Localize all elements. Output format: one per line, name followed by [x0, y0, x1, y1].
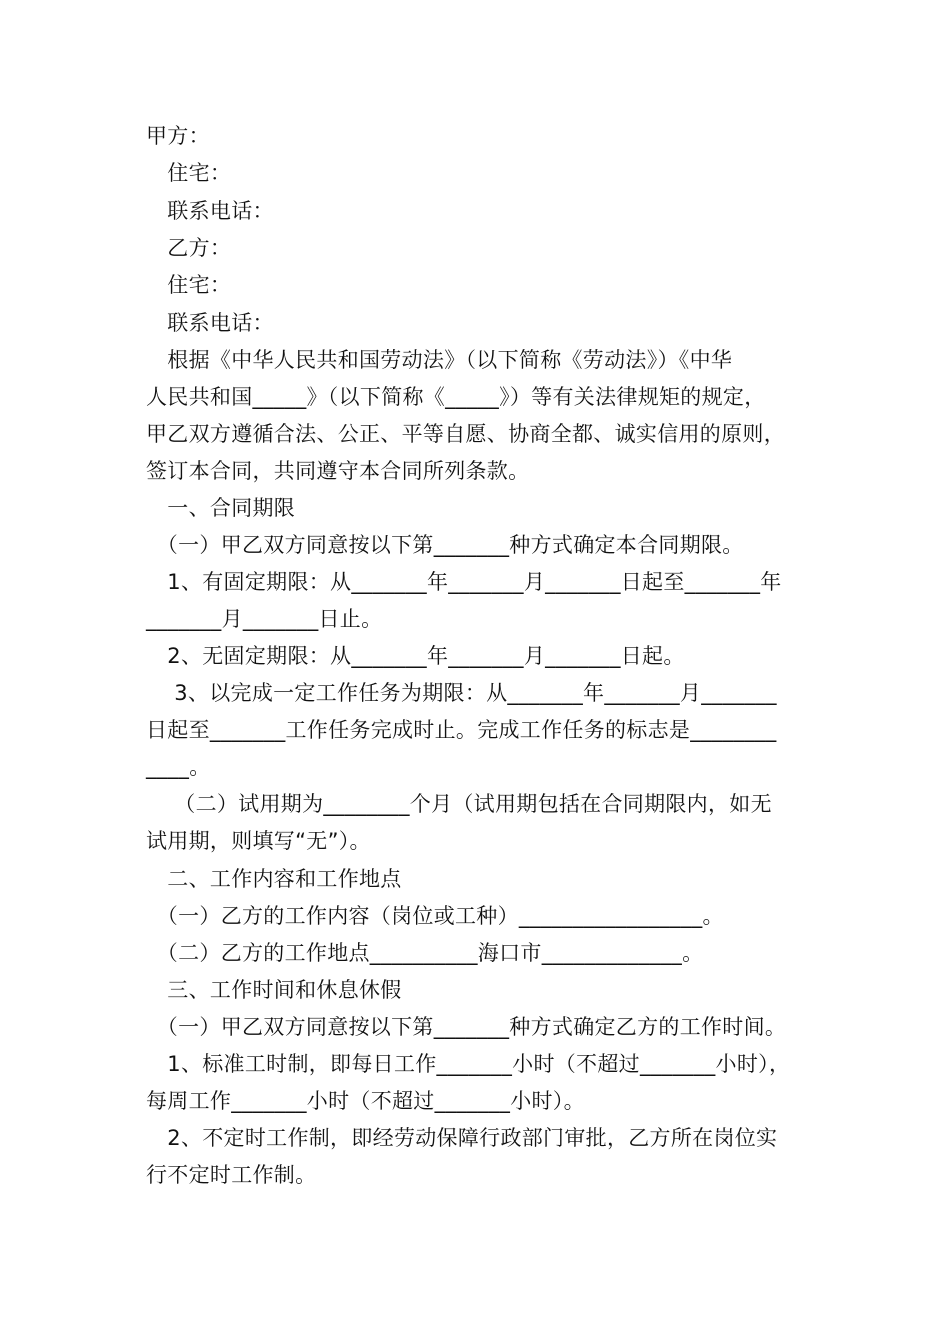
- clause-line: 试用期，则填写“无”）。: [146, 829, 371, 853]
- clause-line: 日起至_______工作任务完成时止。完成工作任务的标志是________: [146, 718, 777, 742]
- clause-line: （一）乙方的工作内容（岗位或工种）_________________。: [146, 904, 724, 928]
- section-heading: 二、工作内容和工作地点: [146, 867, 402, 891]
- preamble-line: 签订本合同，共同遵守本合同所列条款。: [146, 459, 530, 483]
- clause-line: 1、标准工时制，即每日工作_______小时（不超过_______小时），: [146, 1052, 791, 1076]
- clause-line: 2、不定时工作制，即经劳动保障行政部门审批，乙方所在岗位实: [146, 1126, 778, 1150]
- clause-line: （二）试用期为________个月（试用期包括在合同期限内，如无: [146, 792, 772, 816]
- section-heading: 三、工作时间和休息休假: [146, 978, 402, 1002]
- preamble-line: 根据《中华人民共和国劳动法》（以下简称《劳动法》）《中华: [146, 348, 733, 372]
- section-heading: 一、合同期限: [146, 496, 296, 520]
- party-a-label: 甲方：: [146, 124, 210, 148]
- party-b-label: 乙方：: [146, 236, 232, 260]
- clause-line: （一）甲乙双方同意按以下第_______种方式确定本合同期限。: [146, 533, 744, 557]
- clause-line: 行不定时工作制。: [146, 1163, 317, 1187]
- party-b-phone: 联系电话：: [146, 311, 274, 335]
- clause-line: ____。: [146, 755, 211, 779]
- preamble-line: 甲乙双方遵循合法、公正、平等自愿、协商全都、诚实信用的原则，: [146, 422, 785, 446]
- clause-line: 3、以完成一定工作任务为期限：从_______年_______月_______: [146, 681, 777, 705]
- clause-line: （一）甲乙双方同意按以下第_______种方式确定乙方的工作时间。: [146, 1015, 787, 1039]
- preamble-line: 人民共和国_____》（以下简称《_____》）等有关法律规矩的规定，: [146, 385, 766, 409]
- clause-line: （二）乙方的工作地点__________海口市_____________。: [146, 941, 704, 965]
- party-a-phone: 联系电话：: [146, 199, 274, 223]
- clause-line: 1、有固定期限：从_______年_______月_______日起至_______年: [146, 570, 782, 594]
- party-a-address: 住宅：: [146, 161, 232, 185]
- clause-line: 2、无固定期限：从_______年_______月_______日起。: [146, 644, 685, 668]
- party-b-address: 住宅：: [146, 273, 232, 297]
- clause-line: 每周工作_______小时（不超过_______小时）。: [146, 1089, 585, 1113]
- clause-line: _______月_______日止。: [146, 607, 383, 631]
